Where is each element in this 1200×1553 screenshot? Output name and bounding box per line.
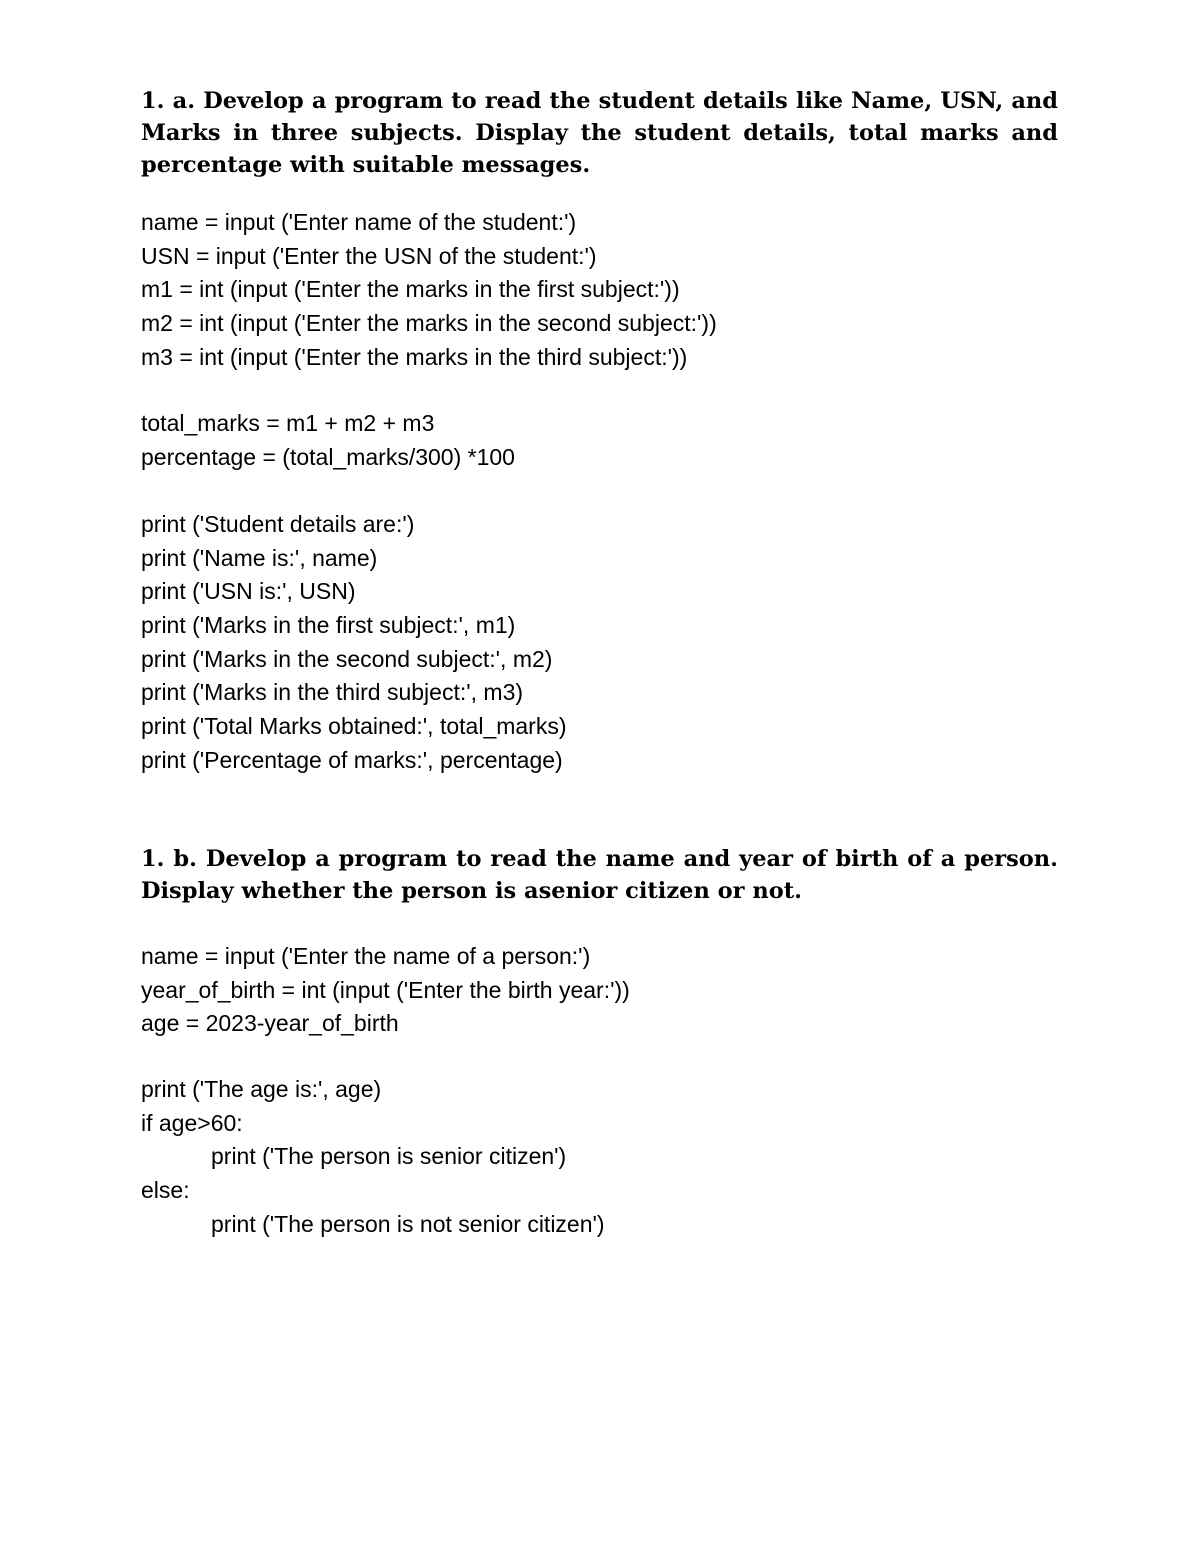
code-line: print ('Marks in the second subject:', m2) [141,645,553,672]
code-line: USN = input ('Enter the USN of the student:') [141,242,597,269]
code-line: print ('The person is senior citizen') [211,1143,567,1170]
code-line: print ('Marks in the third subject:', m3) [141,679,524,706]
section-a-print-code [141,508,567,778]
code-line: name = input ('Enter the name of a person:') [141,943,591,969]
section-a-calc-code [141,407,515,474]
code-line: print ('Marks in the first subject:', m1) [141,612,516,639]
code-line: print ('Name is:', name) [141,544,378,571]
section-b-heading: 1. b. Develop a program to read the name and year of birth of a person. Display whether the person is asenior citizen or not. [141,846,1058,904]
code-line: m2 = int (input ('Enter the marks in the second subject:')) [141,310,717,337]
code-line: print ('The age is:', age) [141,1076,382,1102]
code-line: print ('Percentage of marks:', percentage) [141,746,563,773]
code-line: total_marks = m1 + m2 + m3 [141,410,435,436]
code-line: print ('Student details are:') [141,511,415,537]
code-line: else: [141,1177,190,1204]
code-line: print ('Total Marks obtained:', total_marks) [141,713,567,740]
section-a-input-code [141,206,717,374]
code-line: age = 2023-year_of_birth [141,1010,399,1037]
code-line: m3 = int (input ('Enter the marks in the third subject:')) [141,343,688,370]
code-line: print ('The person is not senior citizen') [211,1210,605,1237]
section-b-input-code [141,940,630,1041]
code-line: print ('USN is:', USN) [141,578,356,605]
section-a-heading: 1. a. Develop a program to read the student details like Name, USN, and Marks in three subjects. Display the student details, total marks and percentage with suitable messages. [141,88,1058,178]
code-line: if age>60: [141,1109,243,1136]
code-line: year_of_birth = int (input ('Enter the birth year:')) [141,976,630,1003]
code-line: m1 = int (input ('Enter the marks in the first subject:')) [141,276,680,303]
code-line: name = input ('Enter name of the student:') [141,209,577,235]
code-line: percentage = (total_marks/300) *100 [141,443,515,470]
section-b-logic-code [141,1073,605,1241]
